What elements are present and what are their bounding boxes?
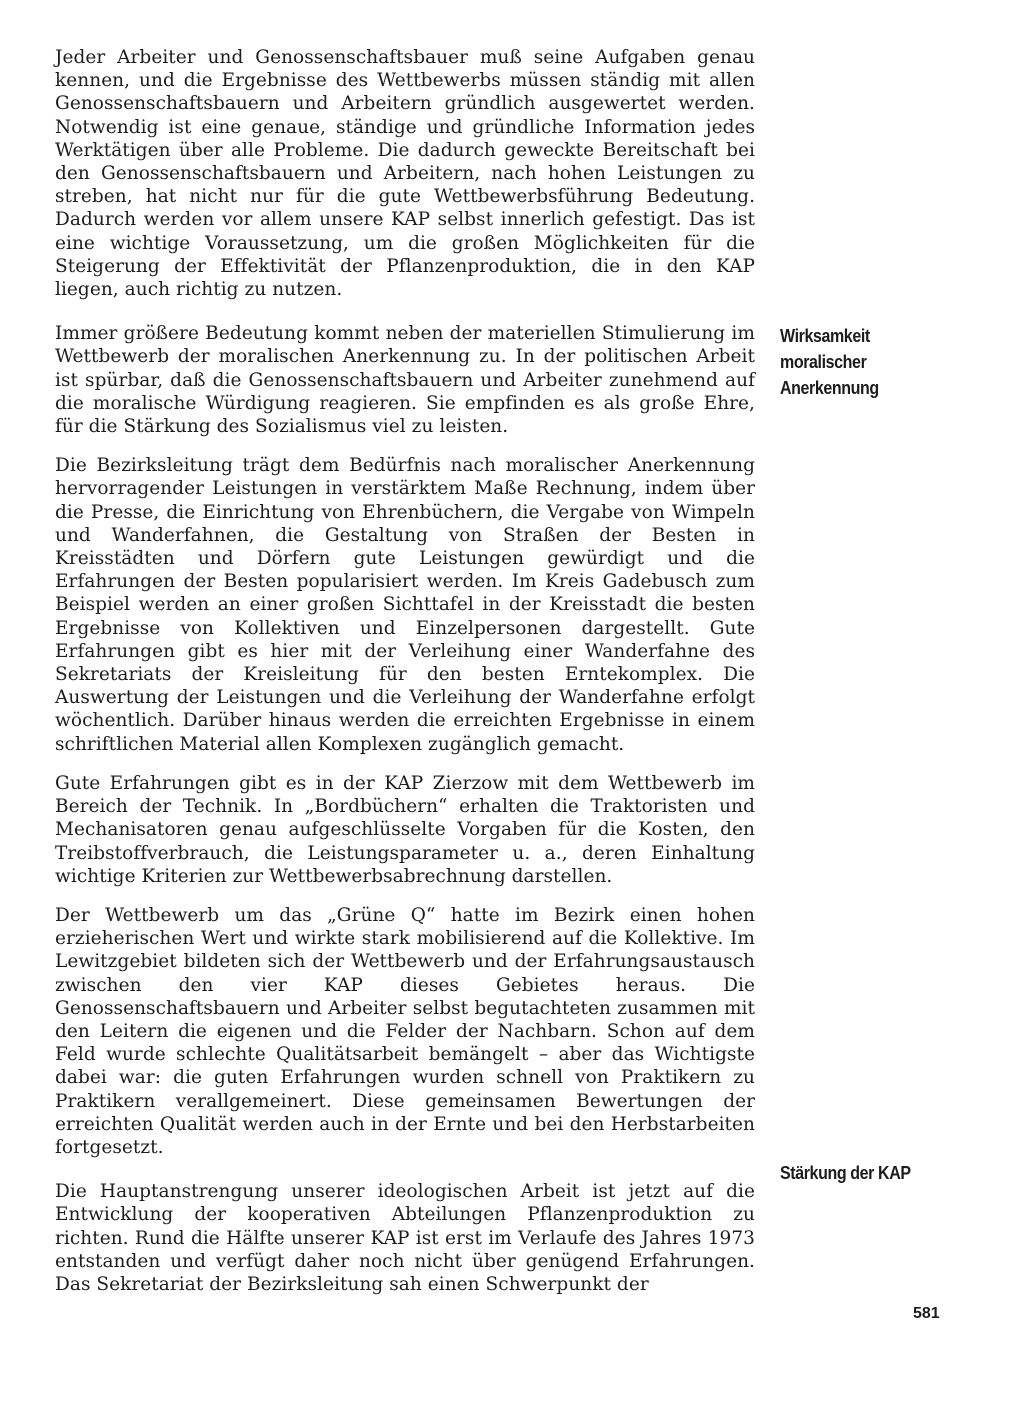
marginal-heading [780,323,879,401]
marginal-heading [780,1160,911,1186]
paragraph: Der Wettbewerb um das „Grüne Q“ hatte im Bezirk einen hohen erzieherischen Wert und wirkte stark mobilisierend auf die Kollektive. Im Lewitzgebiet bildeten sich der Wettbewerb und der Erfahrungsaustausch zwischen den vier KAP dieses Gebietes heraus. Die Genossenschaftsbauern und Arbeiter selbst begutachteten zusammen mit den Leitern die eigenen und die Felder der Nachbarn. Schon auf dem Feld wurde schlechte Qualitätsarbeit bemängelt – aber das Wichtigste dabei war: die guten Erfahrungen wurden schnell von Praktikern zu Praktikern verallgemeinert. Diese gemeinsamen Bewertungen der erreichten Qualität werden auch in der Ernte und bei den Herbstarbeiten fortgesetzt. [55,904,755,1158]
page-number: 581 [913,1305,940,1322]
paragraph: Gute Erfahrungen gibt es in der KAP Zierzow mit dem Wettbewerb im Bereich der Technik. In „Bordbüchern“ erhalten die Traktoristen und Mechanisatoren genau aufgeschlüsselte Vorgaben für die Kosten, den Treibstoffverbrauch, die Leistungsparameter u. a., deren Einhaltung wichtige Kriterien zur Wettbewerbsabrechnung darstellen. [55,772,755,887]
paragraph: Die Bezirksleitung trägt dem Bedürfnis nach moralischer Anerkennung hervorragender Leistungen in verstärktem Maße Rechnung, indem über die Presse, die Einrichtung von Ehrenbüchern, die Vergabe von Wimpeln und Wanderfahnen, die Gestaltung von Straßen der Besten in Kreisstädten und Dörfern gute Leistungen gewürdigt und die Erfahrungen der Besten popularisiert werden. Im Kreis Gadebusch zum Beispiel werden an einer großen Sichttafel in der Kreisstadt die besten Ergebnisse von Kollektiven und Einzelpersonen dargestellt. Gute Erfahrungen gibt es hier mit der Verleihung einer Wanderfahne des Sekretariats der Kreisleitung für den besten Erntekomplex. Die Auswertung der Leistungen und die Verleihung der Wanderfahne erfolgt wöchentlich. Darüber hinaus werden die erreichten Ergebnisse in einem schriftlichen Material allen Komplexen zugänglich gemacht. [55,455,755,755]
marginal-heading-line: moralischer [780,351,867,372]
marginal-heading-line: Wirksamkeit [780,325,870,346]
paragraph: Immer größere Bedeutung kommt neben der materiellen Stimulierung im Wettbewerb der moralischen Anerkennung zu. In der politischen Arbeit ist spürbar, daß die Genossenschaftsbauern und Arbeiter zunehmend auf die moralische Würdigung reagieren. Sie empfinden es als große Ehre, für die Stärkung des Sozialismus viel zu leisten. [55,323,755,438]
main-text-column [55,46,755,1296]
marginal-heading-line: Anerkennung [780,377,879,398]
paragraph: Jeder Arbeiter und Genossenschaftsbauer muß seine Aufgaben genau kennen, und die Ergebnisse des Wettbewerbs müssen ständig mit allen Genossenschaftsbauern und Arbeitern gründlich ausgewertet werden. Notwendig ist eine genaue, ständige und gründliche Information jedes Werktätigen über alle Probleme. Die dadurch geweckte Bereitschaft bei den Genossenschaftsbauern und Arbeitern, nach hohen Leistungen zu streben, hat nicht nur für die gute Wettbewerbsführung Bedeutung. Dadurch werden vor allem unsere KAP selbst innerlich gefestigt. Das ist eine wichtige Voraussetzung, um die großen Möglichkeiten für die Steigerung der Effektivität der Pflanzenproduktion, die in den KAP liegen, auch richtig zu nutzen. [55,47,755,301]
marginal-heading-line: Stärkung der KAP [780,1162,911,1183]
paragraph: Die Hauptanstrengung unserer ideologischen Arbeit ist jetzt auf die Entwicklung der kooperativen Abteilungen Pflanzenproduktion zu richten. Rund die Hälfte unserer KAP ist erst im Verlaufe des Jahres 1973 entstanden und verfügt daher noch nicht über genügend Erfahrungen. Das Sekretariat der Bezirksleitung sah einen Schwerpunkt der [55,1181,755,1295]
